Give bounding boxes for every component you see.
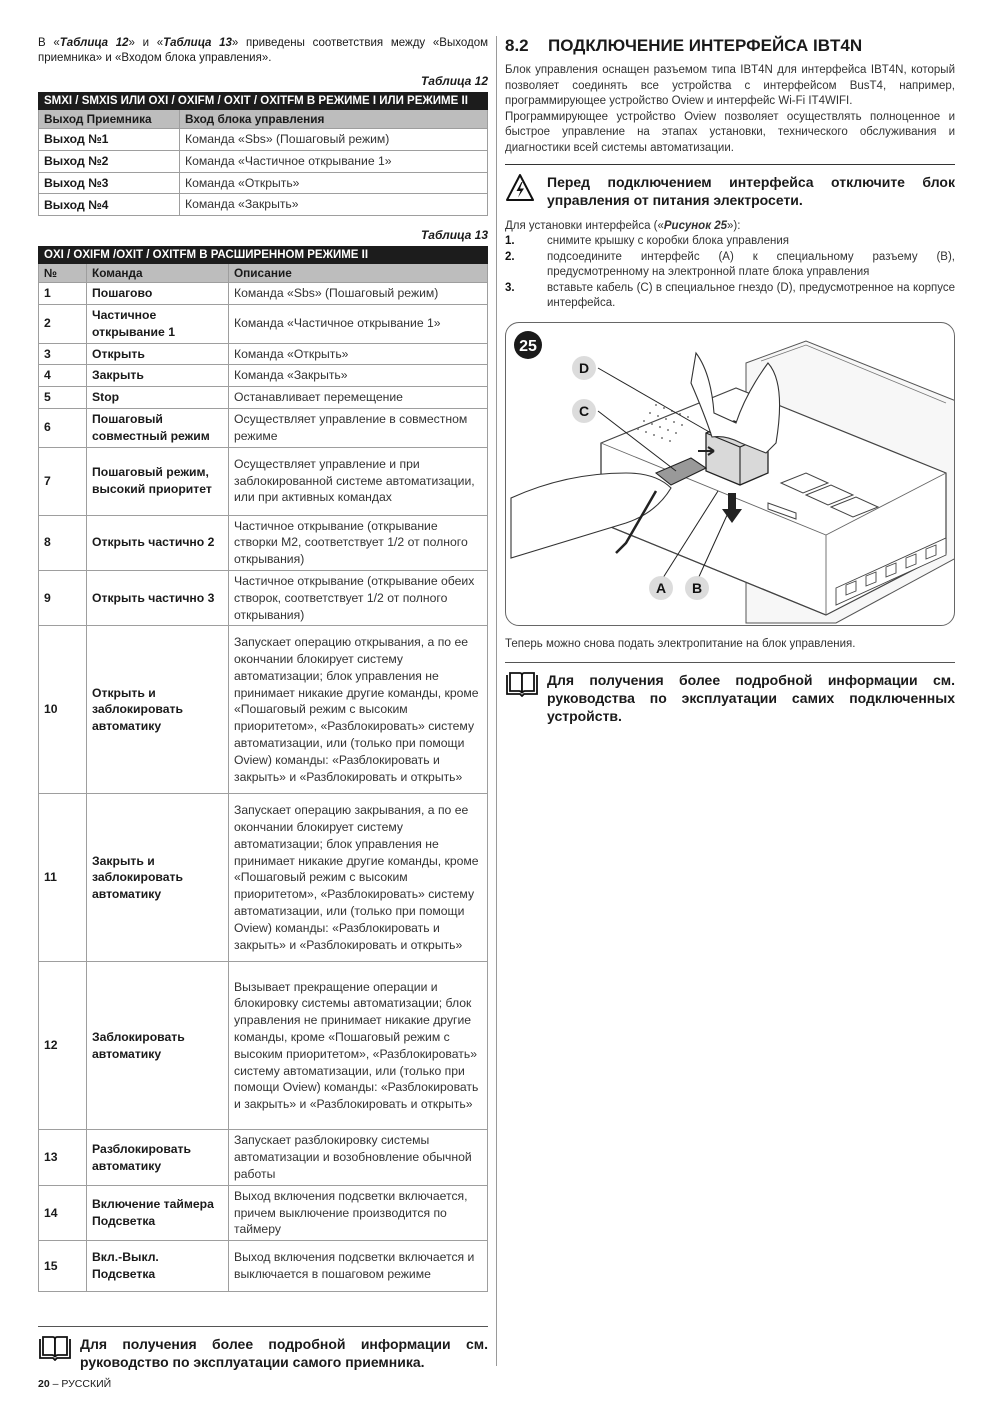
row-number-cell: 9	[39, 570, 87, 625]
command-cell: Пошагово	[87, 283, 229, 305]
install-intro: Для установки интерфейса («Рисунок 25»):	[505, 219, 741, 232]
row-number-cell: 15	[39, 1241, 87, 1292]
description-cell: Выход включения подсветки включается и выключается в пошаговом режиме	[229, 1241, 488, 1292]
command-cell: Частичное открывание 1	[87, 304, 229, 343]
description-cell: Останавливает перемещение	[229, 387, 488, 409]
section-title: ПОДКЛЮЧЕНИЕ ИНТЕРФЕЙСА IBT4N	[548, 36, 863, 55]
interface-installation-illustration	[506, 323, 955, 626]
command-cell: Открыть частично 3	[87, 570, 229, 625]
receiver-output-cell: Выход №3	[39, 172, 180, 194]
row-number-cell: 14	[39, 1185, 87, 1240]
step-text: вставьте кабель (C) в специальное гнездо (D), предусмотренное на корпусе интерфейса.	[547, 281, 955, 310]
description-cell: Частичное открывание (открывание створки M2, соответствует 1/2 от полного открывания)	[229, 515, 488, 570]
note-text: Для получения более подробной информации см. руководство по эксплуатации самого приемника.	[80, 1336, 488, 1370]
row-number-cell: 12	[39, 962, 87, 1130]
step-number: 3.	[505, 281, 515, 294]
table-row	[39, 172, 488, 194]
table-row	[39, 365, 488, 387]
description-cell: Осуществляет управление и при заблокированной системе автоматизации, или при активных командах	[229, 447, 488, 515]
command-cell: Закрыть и заблокировать автоматику	[87, 794, 229, 962]
label-a: A	[655, 580, 667, 597]
label-b: B	[691, 580, 703, 597]
control-input-cell: Команда «Sbs» (Пошаговый режим)	[180, 129, 488, 151]
row-number-cell: 8	[39, 515, 87, 570]
table12-header: Выход Приемника	[39, 110, 180, 129]
command-cell: Включение таймера Подсветка	[87, 1185, 229, 1240]
receiver-output-cell: Выход №2	[39, 150, 180, 172]
description-cell: Команда «Закрыть»	[229, 365, 488, 387]
section-heading	[505, 36, 955, 56]
table-13	[38, 246, 488, 1292]
table12-header: Вход блока управления	[180, 110, 488, 129]
description-cell: Команда «Частичное открывание 1»	[229, 304, 488, 343]
table-row	[39, 387, 488, 409]
row-number-cell: 7	[39, 447, 87, 515]
table-row	[39, 794, 488, 962]
step-number: 1.	[505, 235, 515, 248]
section-paragraph: Программирующее устройство Oview позволяет осуществлять полноценное и быстрое управление на этапах установки, технического обслуживания и диагностики всей системы автоматизации.	[505, 110, 955, 154]
description-cell: Осуществляет управление в совместном режиме	[229, 408, 488, 447]
control-input-cell: Команда «Частичное открывание 1»	[180, 150, 488, 172]
description-cell: Команда «Открыть»	[229, 343, 488, 365]
table-row	[39, 515, 488, 570]
table13-header: Описание	[229, 264, 488, 283]
row-number-cell: 13	[39, 1130, 87, 1185]
description-cell: Команда «Sbs» (Пошаговый режим)	[229, 283, 488, 305]
table13-title: OXI / OXIFM /OXIT / OXITFM В РАСШИРЕННОМ РЕЖИМЕ II	[39, 247, 488, 264]
book-icon	[38, 1335, 72, 1361]
row-number-cell: 10	[39, 626, 87, 794]
table-row	[39, 626, 488, 794]
step-number: 2.	[505, 250, 515, 263]
command-cell: Пошаговый режим, высокий приоритет	[87, 447, 229, 515]
command-cell: Открыть	[87, 343, 229, 365]
label-d: D	[578, 360, 590, 377]
table-row	[39, 447, 488, 515]
row-number-cell: 6	[39, 408, 87, 447]
table-row	[39, 129, 488, 151]
table-row	[39, 150, 488, 172]
description-cell: Запускает разблокировку системы автоматизации и возобновление обычной работы	[229, 1130, 488, 1185]
install-step	[505, 250, 955, 281]
row-number-cell: 3	[39, 343, 87, 365]
row-number-cell: 5	[39, 387, 87, 409]
table13-header: №	[39, 264, 87, 283]
figure-ref: Рисунок 25	[663, 219, 728, 232]
table-row	[39, 962, 488, 1130]
table-row	[39, 570, 488, 625]
left-column	[38, 36, 488, 1370]
command-cell: Вкл.-Выкл. Подсветка	[87, 1241, 229, 1292]
book-icon	[505, 671, 539, 697]
command-cell: Разблокировать автоматику	[87, 1130, 229, 1185]
warning-text: Перед подключением интерфейса отключите блок управления от питания электросети.	[547, 173, 955, 208]
table-12	[38, 92, 488, 216]
table-row	[39, 1185, 488, 1240]
row-number-cell: 2	[39, 304, 87, 343]
figure-25	[505, 322, 955, 626]
description-cell: Частичное открывание (открывание обеих створок, соответствует 1/2 от полного открывания)	[229, 570, 488, 625]
label-c: C	[578, 403, 590, 420]
page-footer	[38, 1378, 111, 1390]
description-cell: Запускает операцию открывания, а по ее окончании блокирует систему автоматизации; блок управления не принимает никакие другие команды, кроме «Пошаговый режим с высоким приоритетом», «Разблокировать» систему автоматизации, или (только при помощи Oview) команды: «Разблокировать и закрыть» и «Разблокировать и открыть»	[229, 626, 488, 794]
row-number-cell: 1	[39, 283, 87, 305]
power-restore-text: Теперь можно снова подать электропитание на блок управления.	[505, 638, 856, 651]
row-number-cell: 11	[39, 794, 87, 962]
table-row	[39, 283, 488, 305]
intro-paragraph: В «Таблица 12» и «Таблица 13» приведены соответствия между «Выходом приемника» и «Входом блока управления».	[38, 37, 488, 64]
section-paragraph: Блок управления оснащен разъемом типа IBT4N для интерфейса IBT4N, который позволяет соединять все устройства с интерфейсом BusT4, например, программирующее устройство Oview и интерфейс Wi-Fi IT4WIFI.	[505, 64, 955, 108]
table-row	[39, 194, 488, 216]
section-number: 8.2	[505, 36, 529, 55]
footer-language: – РУССКИЙ	[49, 1378, 112, 1390]
row-number-cell: 4	[39, 365, 87, 387]
devices-manual-note	[505, 662, 955, 725]
receiver-output-cell: Выход №1	[39, 129, 180, 151]
table-ref-13: Таблица 13	[163, 37, 232, 49]
table-row	[39, 408, 488, 447]
command-cell: Пошаговый совместный режим	[87, 408, 229, 447]
command-cell: Открыть и заблокировать автоматику	[87, 626, 229, 794]
control-input-cell: Команда «Открыть»	[180, 172, 488, 194]
table12-caption: Таблица 12	[420, 74, 488, 88]
table12-title: SMXI / SMXIS ИЛИ OXI / OXIFM / OXIT / OXITFM В РЕЖИМЕ I ИЛИ РЕЖИМЕ II	[39, 93, 488, 110]
description-cell: Вызывает прекращение операции и блокировку системы автоматизации; блок управления не принимает никакие другие команды, кроме «Пошаговый режим с высоким приоритетом», «Разблокировать» систему автоматизации, или (только при помощи Oview) команды: «Разблокировать и закрыть» и «Разблокировать и открыть»	[229, 962, 488, 1130]
figure-number: 25	[519, 338, 537, 356]
table-ref-12: Таблица 12	[59, 37, 129, 49]
right-column	[505, 36, 955, 725]
table-row	[39, 343, 488, 365]
description-cell: Выход включения подсветки включается, причем выключение производится по таймеру	[229, 1185, 488, 1240]
table-row	[39, 304, 488, 343]
install-step	[505, 281, 955, 312]
table13-header: Команда	[87, 264, 229, 283]
command-cell: Stop	[87, 387, 229, 409]
power-warning	[505, 164, 955, 209]
receiver-manual-note	[38, 1326, 488, 1371]
command-cell: Открыть частично 2	[87, 515, 229, 570]
description-cell: Запускает операцию закрывания, а по ее окончании блокирует систему автоматизации; блок управления не принимает никакие другие команды, кроме «Пошаговый режим с высоким приоритетом», «Разблокировать» систему автоматизации, или (только при помощи Oview) команды: «Разблокировать и закрыть» и «Разблокировать и открыть»	[229, 794, 488, 962]
table13-caption: Таблица 13	[420, 228, 488, 243]
table-row	[39, 1130, 488, 1185]
receiver-output-cell: Выход №4	[39, 194, 180, 216]
page-number: 20	[38, 1378, 50, 1390]
command-cell: Закрыть	[87, 365, 229, 387]
control-input-cell: Команда «Закрыть»	[180, 194, 488, 216]
step-text: снимите крышку с коробки блока управления	[547, 235, 790, 248]
column-divider	[496, 36, 497, 1366]
electric-hazard-icon	[505, 173, 535, 203]
install-step	[505, 234, 955, 250]
note-text: Для получения более подробной информации см. руководства по эксплуатации самих подключенных устройств.	[547, 672, 955, 725]
table-row	[39, 1241, 488, 1292]
step-text: подсоедините интерфейс (A) к специальному разъему (B), предусмотренному на электронной плате блока управления	[547, 250, 955, 279]
install-steps	[505, 234, 955, 312]
command-cell: Заблокировать автоматику	[87, 962, 229, 1130]
